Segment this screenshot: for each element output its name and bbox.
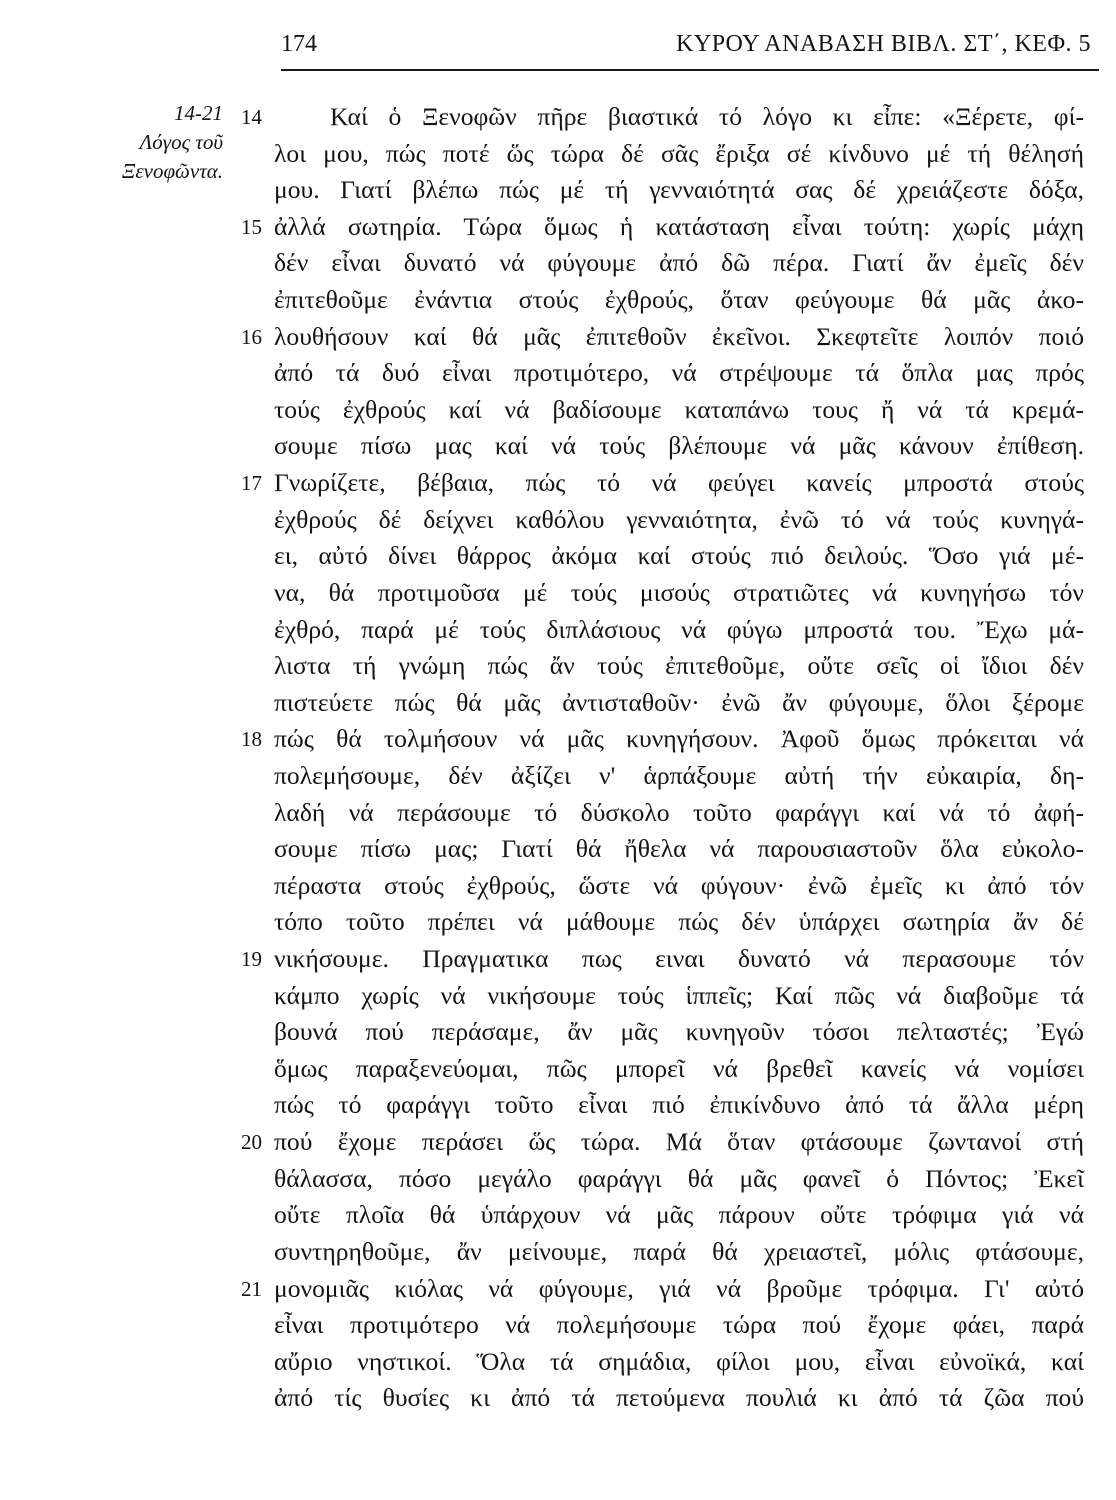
text-line (241, 1124, 1084, 1161)
text-line (241, 99, 1084, 136)
line-text: δέν εἶναι δυνατό νά φύγουμε ἀπό δῶ πέρα. Γιατί ἄν ἐμεῖς δέν (274, 248, 1084, 278)
line-text: αὔριο νηστικοί. Ὅλα τά σημάδια, φίλοι μου, εἶναι εὐνοϊκά, καί (274, 1346, 1084, 1376)
line-text: ἐπιτεθοῦμε ἐνάντια στούς ἐχθρούς, ὅταν φεύγουμε θά μᾶς ἀκο- (274, 285, 1084, 315)
line-text: μονομιᾶς κιόλας νά φύγουμε, γιά νά βροῦμε τρόφιμα. Γι' αὐτό (274, 1273, 1084, 1303)
line-text: σουμε πίσω μας; Γιατί θά ἤθελα νά παρουσιαστοῦν ὅλα εὐκολο- (274, 834, 1084, 864)
line-text: σουμε πίσω μας καί νά τούς βλέπουμε νά μᾶς κάνουν ἐπίθεση. (274, 431, 1084, 461)
line-text: Γνωρίζετε, βέβαια, πώς τό νά φεύγει κανείς μπροστά στούς (274, 468, 1084, 498)
text-line (274, 538, 1084, 575)
text-line (274, 868, 1084, 905)
text-line (274, 978, 1084, 1015)
line-text: βουνά πού περάσαμε, ἄν μᾶς κυνηγοῦν τόσοι πελταστές; Ἐγώ (274, 1017, 1084, 1047)
text-line (241, 319, 1084, 356)
text-line (274, 758, 1084, 795)
text-line (274, 392, 1084, 429)
text-line (274, 1344, 1084, 1381)
margin-note-range: 14-21 (174, 101, 223, 125)
line-text: Καί ὁ Ξενοφῶν πῆρε βιαστικά τό λόγο κι εἶπε: «Ξέρετε, φί- (330, 102, 1084, 131)
section-number: 18 (241, 727, 262, 752)
running-head: ΚΥΡΟΥ ΑΝΑΒΑΣΗ ΒΙΒΛ. ΣΤ΄, ΚΕΦ. 5 (676, 31, 1091, 57)
text-line (274, 1197, 1084, 1234)
line-text: ὅμως παραξενεύομαι, πῶς μπορεῖ νά βρεθεῖ κανείς νά νομίσει (274, 1053, 1084, 1083)
line-text: λιστα τή γνώμη πώς ἄν τούς ἐπιτεθοῦμε, οὔτε σεῖς οἱ ἴδιοι δέν (274, 651, 1084, 681)
text-line (274, 612, 1084, 649)
line-text: τούς ἐχθρούς καί νά βαδίσουμε καταπάνω τους ἤ νά τά κρεμά- (274, 394, 1084, 424)
text-line (241, 1271, 1084, 1308)
text-line (274, 428, 1084, 465)
line-text: πώς τό φαράγγι τοῦτο εἶναι πιό ἐπικίνδυνο ἀπό τά ἄλλα μέρη (274, 1090, 1084, 1120)
text-line (274, 1234, 1084, 1271)
text-line (241, 209, 1084, 246)
line-text: θάλασσα, πόσο μεγάλο φαράγγι θά μᾶς φανεῖ ὁ Πόντος; Ἐκεῖ (274, 1163, 1084, 1193)
text-line (274, 1161, 1084, 1198)
line-text: συντηρηθοῦμε, ἄν μείνουμε, παρά θά χρειαστεῖ, μόλις φτάσουμε, (274, 1236, 1084, 1266)
text-line (274, 1087, 1084, 1124)
line-text: πέραστα στούς ἐχθρούς, ὥστε νά φύγουν· ἐνῶ ἐμεῖς κι ἀπό τόν (274, 870, 1084, 900)
text-line (274, 355, 1084, 392)
line-text: λαδή νά περάσουμε τό δύσκολο τοῦτο φαράγγι καί νά τό ἀφή- (274, 797, 1084, 827)
section-number: 16 (241, 324, 262, 349)
margin-note-line: Λόγος τοῦ (139, 130, 223, 154)
section-number: 15 (241, 214, 262, 239)
margin-note-line: Ξενοφῶντα. (121, 159, 223, 183)
line-text: ει, αὐτό δίνει θάρρος ἀκόμα καί στούς πιό δειλούς. Ὅσο γιά μέ- (274, 541, 1084, 571)
line-text: πού ἔχομε περάσει ὥς τώρα. Μά ὅταν φτάσουμε ζωντανοί στή (274, 1127, 1084, 1157)
page-number: 174 (281, 31, 317, 57)
text-line (274, 904, 1084, 941)
margin-note (40, 99, 223, 186)
text-line (274, 282, 1084, 319)
text-line (274, 1380, 1084, 1417)
line-text: κάμπο χωρίς νά νικήσουμε τούς ἱππεῖς; Καί πῶς νά διαβοῦμε τά (274, 980, 1084, 1010)
text-line (274, 575, 1084, 612)
body-text (241, 99, 1084, 1417)
text-line (274, 685, 1084, 722)
line-text: τόπο τοῦτο πρέπει νά μάθουμε πώς δέν ὑπάρχει σωτηρία ἄν δέ (274, 907, 1084, 937)
line-text: να, θά προτιμοῦσα μέ τούς μισούς στρατιῶτες νά κυνηγήσω τόν (274, 577, 1084, 607)
text-line (274, 1014, 1084, 1051)
section-number: 19 (241, 947, 262, 972)
line-text: μου. Γιατί βλέπω πώς μέ τή γενναιότητά σας δέ χρειάζεστε δόξα, (274, 175, 1084, 205)
text-line (274, 502, 1084, 539)
section-number: 14 (241, 105, 262, 129)
text-line (274, 795, 1084, 832)
line-text: νικήσουμε. Πραγματικα πως ειναι δυνατό νά περασουμε τόν (274, 944, 1084, 974)
line-text: λοι μου, πώς ποτέ ὥς τώρα δέ σᾶς ἔριξα σέ κίνδυνο μέ τή θέλησή (274, 138, 1084, 168)
line-text: ἀπό τά δυό εἶναι προτιμότερο, νά στρέψουμε τά ὅπλα μας πρός (274, 358, 1084, 388)
text-line (274, 648, 1084, 685)
text-line (241, 941, 1084, 978)
line-text: πώς θά τολμήσουν νά μᾶς κυνηγήσουν. Ἀφοῦ ὅμως πρόκειται νά (274, 724, 1084, 754)
line-text: ἀπό τίς θυσίες κι ἀπό τά πετούμενα πουλιά κι ἀπό τά ζῶα πού (274, 1383, 1084, 1413)
section-number: 21 (241, 1276, 262, 1301)
line-text: ἀλλά σωτηρία. Τώρα ὅμως ἡ κατάσταση εἶναι τούτη: χωρίς μάχη (274, 211, 1084, 241)
text-line (241, 465, 1084, 502)
header-rule (281, 69, 1099, 71)
line-text: ἐχθρό, παρά μέ τούς διπλάσιους νά φύγω μπροστά του. Ἔχω μά- (274, 614, 1084, 644)
text-line (274, 1307, 1084, 1344)
text-line (274, 1051, 1084, 1088)
line-text: ἐχθρούς δέ δείχνει καθόλου γενναιότητα, ἐνῶ τό νά τούς κυνηγά- (274, 504, 1084, 534)
text-line (274, 245, 1084, 282)
line-text: εἶναι προτιμότερο νά πολεμήσουμε τώρα πού ἔχομε φάει, παρά (274, 1310, 1084, 1340)
line-text: λουθήσουν καί θά μᾶς ἐπιτεθοῦν ἐκεῖνοι. Σκεφτεῖτε λοιπόν ποιό (274, 321, 1084, 351)
text-line (274, 831, 1084, 868)
line-text: οὔτε πλοῖα θά ὑπάρχουν νά μᾶς πάρουν οὔτε τρόφιμα γιά νά (274, 1200, 1084, 1230)
section-number: 20 (241, 1130, 262, 1155)
text-line (274, 172, 1084, 209)
line-text: πολεμήσουμε, δέν ἀξίζει ν' ἁρπάξουμε αὐτή τήν εὐκαιρία, δη- (274, 760, 1084, 790)
text-line (274, 136, 1084, 173)
text-line (241, 721, 1084, 758)
line-text: πιστεύετε πώς θά μᾶς ἀντισταθοῦν· ἐνῶ ἄν φύγουμε, ὅλοι ξέρομε (274, 687, 1084, 717)
section-number: 17 (241, 471, 262, 496)
